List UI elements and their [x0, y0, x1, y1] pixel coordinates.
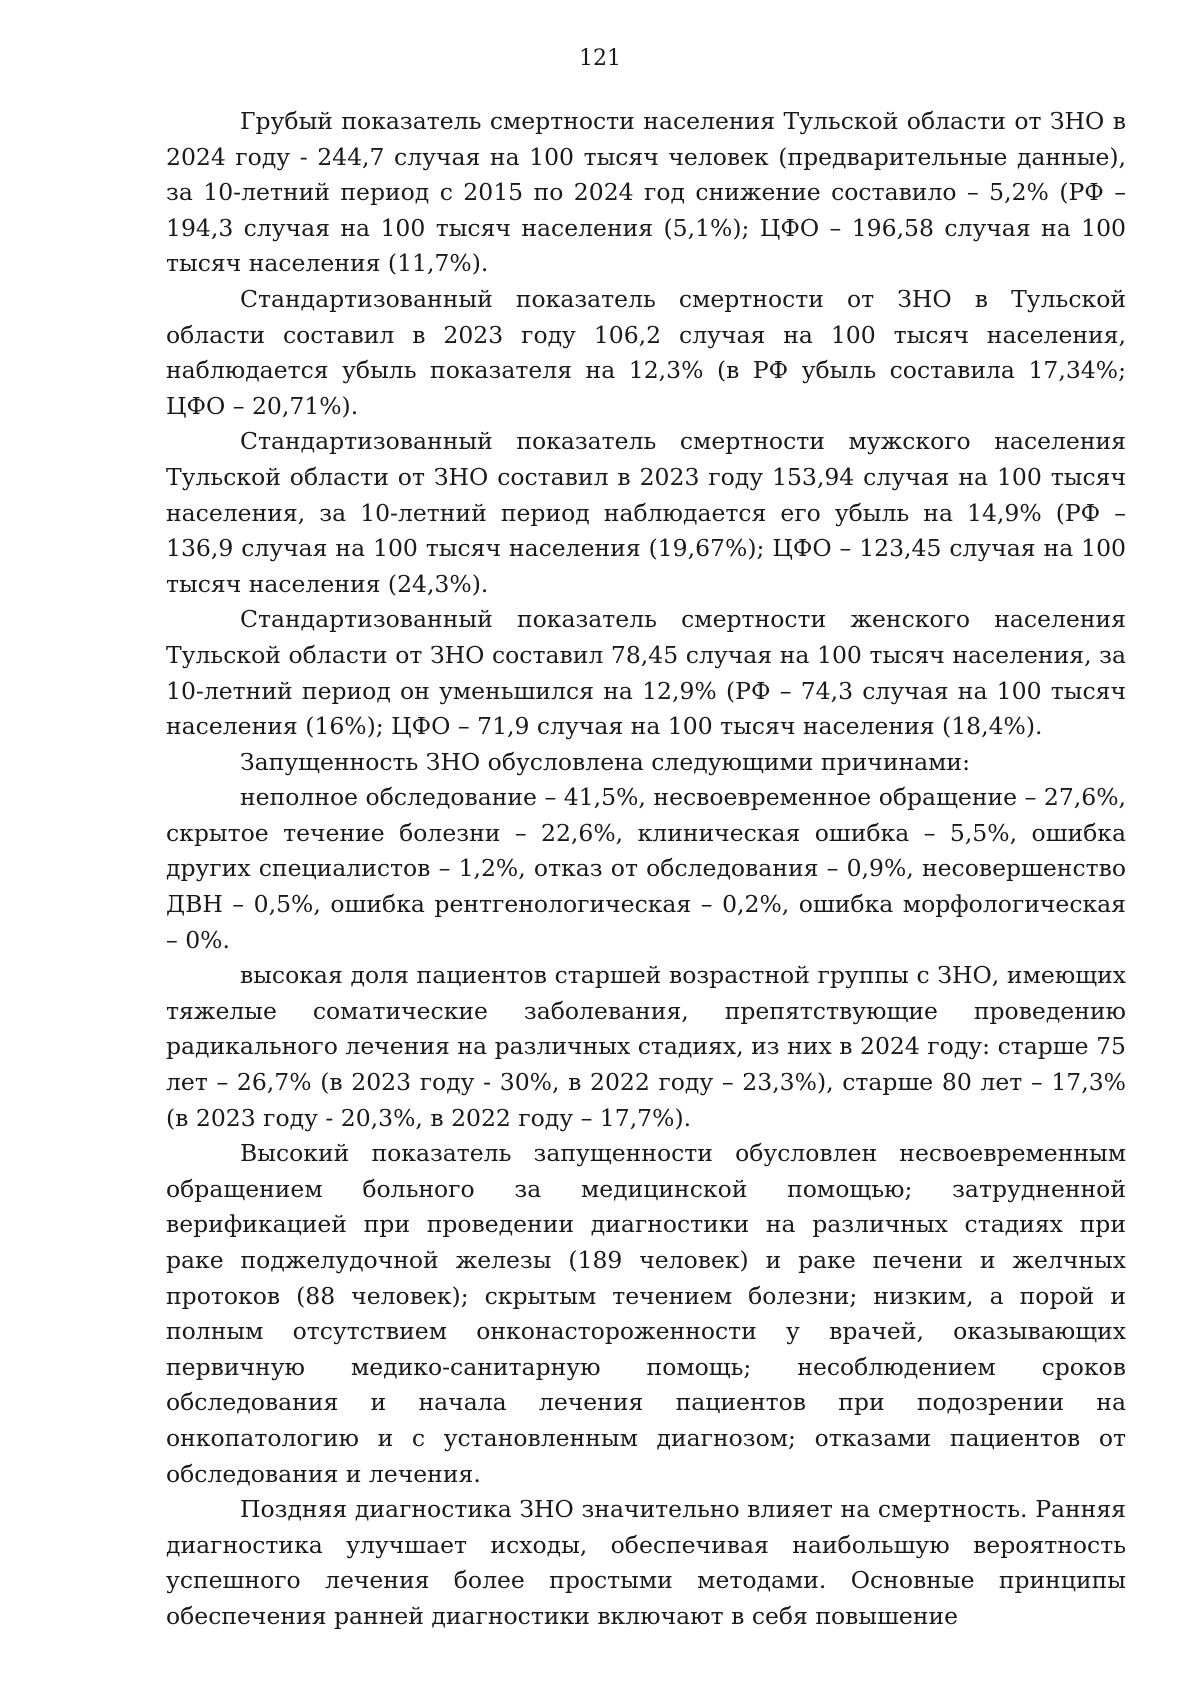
body-text [166, 104, 1126, 1635]
paragraph-elderly-patients: высокая доля пациентов старшей возрастной группы с ЗНО, имеющих тяжелые соматические заболевания, препятствующие проведению радикального лечения на различных стадиях, из них в 2024 году: старше 75 лет – 26,7% (в 2023 году - 30%, в 2022 году – 23,3%), старше 80 лет – 17,3% (в 2023 году - 20,3%, в 2022 году – 17,7%). [166, 961, 1126, 1132]
page-number: 121 [579, 46, 621, 71]
paragraph-late-diagnosis: Поздняя диагностика ЗНО значительно влияет на смертность. Ранняя диагностика улучшает исходы, обеспечивая наибольшую вероятность успешного лечения более простыми методами. Основные принципы обеспечения ранней диагностики включают в себя повышение [166, 1495, 1126, 1630]
paragraph-neglect-causes-list: неполное обследование – 41,5%, несвоевременное обращение – 27,6%, скрытое течение болезни – 22,6%, клиническая ошибка – 5,5%, ошибка других специалистов – 1,2%, отказ от обследования – 0,9%, несовершенство ДВН – 0,5%, ошибка рентгенологическая – 0,2%, ошибка морфологическая – 0%. [166, 783, 1126, 954]
paragraph-female-mortality: Стандартизованный показатель смертности женского населения Тульской области от ЗНО составил 78,45 случая на 100 тысяч населения, за 10-летний период он уменьшился на 12,9% (РФ – 74,3 случая на 100 тысяч населения (16%); ЦФО – 71,9 случая на 100 тысяч населения (18,4%). [166, 605, 1126, 741]
paragraph-high-neglect-rate: Высокий показатель запущенности обусловлен несвоевременным обращением больного за медицинской помощью; затрудненной верификацией при проведении диагностики на различных стадиях при раке поджелудочной железы (189 человек) и раке печени и желчных протоков (88 человек); скрытым течением болезни; низким, а порой и полным отсутствием онконастороженности у врачей, оказывающих первичную медико-санитарную помощь; несоблюдением сроков обследования и начала лечения пациентов при подозрении на онкопатологию и с установленным диагнозом; отказами пациентов от обследования и лечения. [166, 1139, 1126, 1488]
paragraph-neglect-causes-intro: Запущенность ЗНО обусловлена следующими причинами: [240, 747, 971, 776]
paragraph-crude-mortality: Грубый показатель смертности населения Тульской области от ЗНО в 2024 году - 244,7 случая на 100 тысяч человек (предварительные данные), за 10-летний период с 2015 по 2024 год снижение составило – 5,2% (РФ – 194,3 случая на 100 тысяч населения (5,1%); ЦФО – 196,58 случая на 100 тысяч населения (11,7%). [166, 107, 1126, 278]
paragraph-male-mortality: Стандартизованный показатель смертности мужского населения Тульской области от ЗНО составил в 2023 году 153,94 случая на 100 тысяч населения, за 10-летний период наблюдается его убыль на 14,9% (РФ – 136,9 случая на 100 тысяч населения (19,67%); ЦФО – 123,45 случая на 100 тысяч населения (24,3%). [166, 427, 1126, 598]
paragraph-standardized-mortality: Стандартизованный показатель смертности от ЗНО в Тульской области составил в 2023 году 106,2 случая на 100 тысяч населения, наблюдается убыль показателя на 12,3% (в РФ убыль составила 17,34%; ЦФО – 20,71%). [166, 284, 1126, 420]
